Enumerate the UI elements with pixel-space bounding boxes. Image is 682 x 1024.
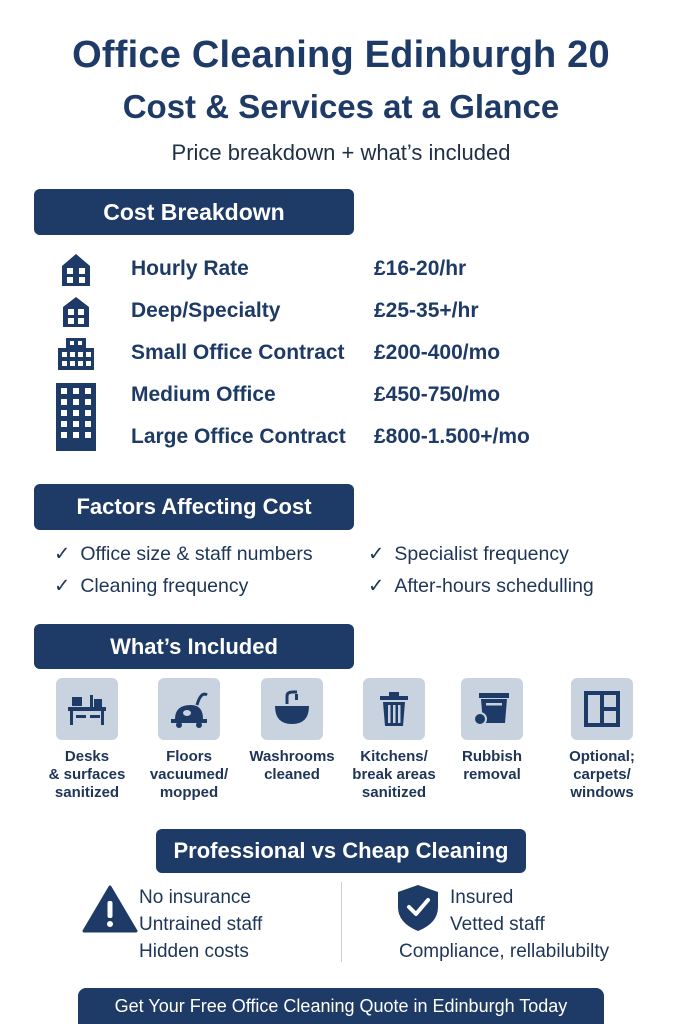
building-small-icon (50, 249, 102, 291)
included-item-optional: Optional; carpets/ windows (547, 678, 657, 802)
cost-value: £450-750/mo (374, 383, 501, 406)
building-small-icon (50, 291, 102, 333)
bin-icon (363, 678, 425, 740)
cost-label: Small Office Contract (131, 341, 345, 364)
cost-label: Medium Office (131, 383, 276, 406)
cost-value: £200-400/mo (374, 341, 501, 364)
cost-row (0, 249, 682, 291)
cost-label: Large Office Contract (131, 425, 346, 448)
comparison-heading: Professional vs Cheap Cleaning (156, 829, 526, 873)
professional-list-short: Insured Vetted staff (450, 887, 545, 935)
office-block-icon (50, 333, 102, 375)
factor-item: ✓ Specialist frequency (368, 543, 569, 565)
cost-value: £800-1.500+/mo (374, 425, 530, 448)
cost-label: Hourly Rate (131, 257, 249, 280)
page-subtitle: Price breakdown + what’s included (171, 140, 511, 165)
included-item-desks: Desks & surfaces sanitized (32, 678, 142, 802)
factor-item: ✓ Office size & staff numbers (54, 543, 313, 565)
vacuum-icon (158, 678, 220, 740)
cost-value: £16-20/hr (374, 257, 467, 280)
cost-row (0, 417, 682, 459)
cost-label: Deep/Specialty (131, 299, 281, 322)
professional-list-last: Compliance, rellabilubilty (399, 941, 610, 962)
checkmark-icon: ✓ (368, 543, 385, 565)
rubbish-bin-icon (461, 678, 523, 740)
factor-item: ✓ Cleaning frequency (54, 575, 249, 597)
checkmark-icon: ✓ (54, 543, 71, 565)
cost-row (0, 333, 682, 375)
cost-value: £25-35+/hr (374, 299, 479, 322)
cost-breakdown-heading: Cost Breakdown (34, 189, 354, 235)
sink-icon (261, 678, 323, 740)
included-item-floors: Floors vacuumed/ mopped (134, 678, 244, 802)
checkmark-icon: ✓ (368, 575, 385, 597)
included-item-rubbish: Rubbish removal (437, 678, 547, 784)
cheap-cleaning-list: No insurance Untrained staff Hidden costs (139, 887, 263, 962)
included-item-washrooms: Washrooms cleaned (237, 678, 347, 784)
comparison-divider (341, 882, 342, 962)
window-icon (571, 678, 633, 740)
checkmark-icon: ✓ (54, 575, 71, 597)
shield-check-icon (396, 883, 440, 933)
included-item-kitchens: Kitchens/ break areas sanitized (339, 678, 449, 802)
warning-icon (82, 884, 138, 934)
factors-heading: Factors Affecting Cost (34, 484, 354, 530)
page-title: Office Cleaning Edinburgh 20 (72, 34, 610, 76)
free-quote-button[interactable]: Get Your Free Office Cleaning Quote in Edinburgh Today (78, 988, 604, 1024)
cost-row (0, 375, 682, 417)
factor-item: ✓ After-hours schedulling (368, 575, 594, 597)
included-heading: What’s Included (34, 624, 354, 669)
desk-icon (56, 678, 118, 740)
page-title-line2: Cost & Services at a Glance (122, 88, 560, 125)
cost-row (0, 291, 682, 333)
